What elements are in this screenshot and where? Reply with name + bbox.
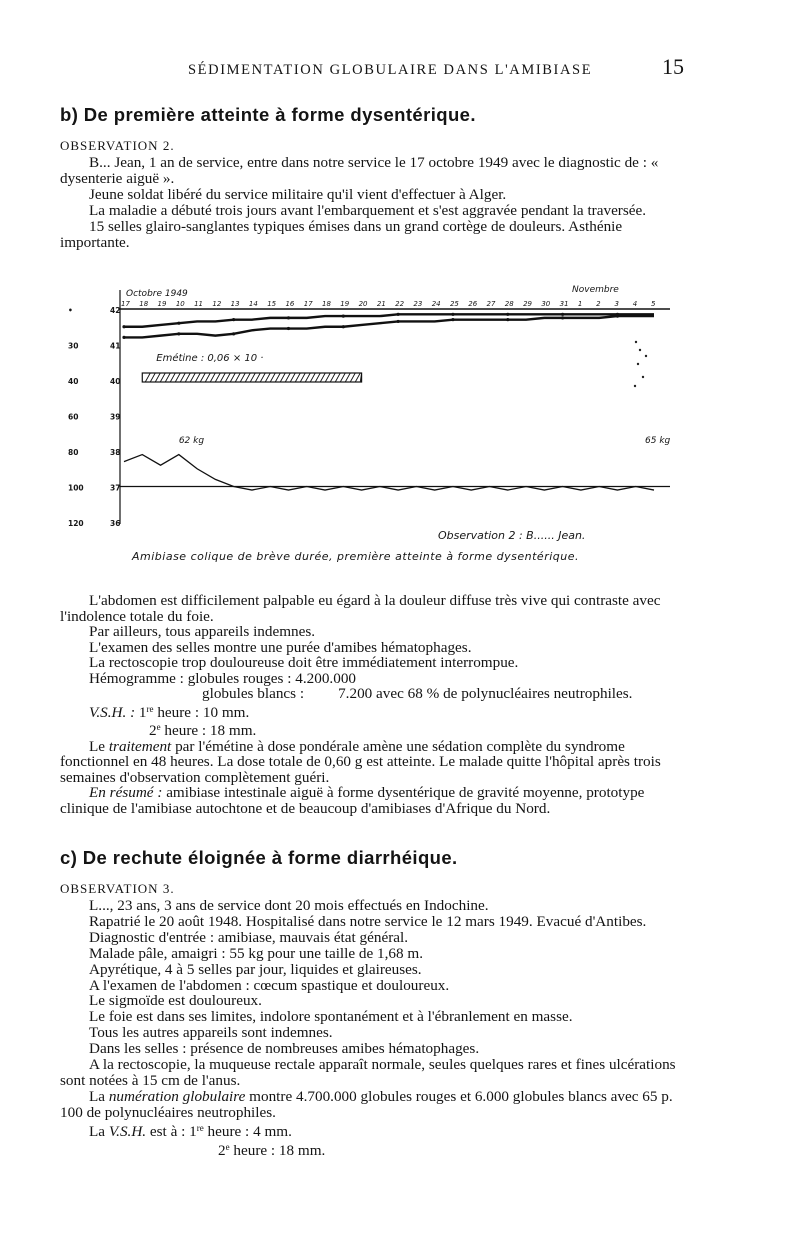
x-tick-label: 24 (431, 300, 441, 308)
treatment-hatch (200, 373, 205, 382)
vsh-ordinal: 1 (189, 1122, 197, 1140)
treatment-hatch (230, 373, 235, 382)
month-label: Novembre (572, 285, 619, 295)
x-tick-label: 30 (541, 300, 551, 308)
chart-caption: Amibiase colique de brève durée, première atteinte à forme dysentérique. (132, 550, 579, 563)
treatment-hatch (185, 373, 190, 382)
treatment-hatch (265, 373, 270, 382)
paragraph: Rapatrié le 20 août 1948. Hospitalisé dans notre service le 12 mars 1949. Evacué d'Antibes. (89, 912, 647, 930)
y-outer-tick-label: 30 (68, 341, 79, 351)
treatment-hatch (350, 373, 355, 382)
x-tick-label: 18 (322, 300, 331, 308)
treatment-hatch (180, 373, 185, 382)
paragraph: L'examen des selles montre une purée d'amibes hématophages. (89, 638, 472, 656)
paragraph: 15 selles glairo-sanglantes typiques émises dans un grand cortège de douleurs. Asthénie importante. (60, 217, 623, 251)
vsh-line-1 (60, 702, 686, 721)
treatment-hatch (295, 373, 300, 382)
y-outer-tick-label: 120 (68, 519, 84, 528)
y-tick-label: 40 (110, 377, 121, 386)
hemogram-white (60, 686, 686, 702)
series-point (342, 325, 345, 328)
vsh-ordinal-sup: e (156, 722, 161, 732)
summary-paragraph (60, 785, 686, 816)
treatment-hatch (325, 373, 330, 382)
vsh-ordinal: 2 (218, 1141, 226, 1159)
x-tick-label: 25 (449, 300, 459, 308)
vsh-ordinal-sup: re (196, 1122, 204, 1133)
treatment-hatch (150, 373, 155, 382)
series-point (397, 320, 400, 323)
x-tick-label: 31 (559, 300, 569, 308)
vsh-line-2 (60, 1140, 686, 1159)
paragraph: Tous les autres appareils sont indemnes. (89, 1024, 333, 1042)
vsh-value: heure : 18 mm. (160, 722, 257, 739)
paragraph: Jeune soldat libéré du service militaire qu'il vient d'effectuer à Alger. (89, 185, 507, 203)
hemogram-red: Hémogramme : globules rouges : 4.200.000 (89, 669, 357, 687)
treatment-hatch (310, 373, 315, 382)
series-point (232, 318, 235, 321)
temperature-chart (40, 282, 700, 582)
weight-label: 62 kg (178, 436, 205, 446)
text-run: par l'émétine à dose pondérale amène une sédation complète du syndrome fonctionnel en 48 heures. La dose totale de 0,60 g est atteinte. Le malade quitte l'hôpital après trois semaines d'observation complètement guéri. (60, 737, 661, 786)
treatment-hatch (320, 373, 325, 382)
treatment-hatch (175, 373, 180, 382)
chart-marks (122, 313, 654, 490)
x-tick-label: 3 (614, 300, 619, 308)
vsh-line-1 (60, 1121, 686, 1140)
paragraph: B... Jean, 1 an de service, entre dans notre service le 17 octobre 1949 avec le diagnostic de : « dysenterie aiguë ». (60, 154, 659, 187)
series-point (506, 318, 509, 321)
observation-3-body (60, 898, 686, 1159)
series-point (506, 313, 509, 316)
series-line (124, 455, 654, 491)
treatment-hatch (280, 373, 285, 382)
treatment-hatch (335, 373, 340, 382)
emphasis: En résumé : (89, 784, 163, 801)
paragraph: Dans les selles : présence de nombreuses amibes hématophages. (89, 1040, 480, 1058)
paragraph: La rectoscopie trop douloureuse doit être immédiatement interrompue. (89, 654, 519, 671)
series-point (122, 336, 125, 339)
x-tick-label: 12 (212, 300, 222, 308)
series-point (177, 332, 180, 335)
treatment-hatch (315, 373, 320, 382)
section-b-heading: b) De première atteinte à forme dysentérique. (60, 104, 476, 125)
treatment-hatch (235, 373, 240, 382)
ink-mark (635, 341, 637, 343)
y-outer-tick-label: 100 (68, 483, 84, 493)
ink-mark (639, 349, 641, 351)
treatment-hatch (285, 373, 290, 382)
y-outer-tick-label: 60 (68, 412, 79, 422)
x-tick-label: 23 (413, 300, 423, 308)
series-point (561, 316, 564, 319)
emphasis: traitement (108, 737, 172, 755)
x-tick-label: 17 (303, 300, 313, 308)
treatment-hatch (305, 373, 310, 382)
series-point (287, 316, 290, 319)
treatment-hatch (155, 373, 160, 382)
series-line (124, 314, 654, 326)
x-tick-label: 10 (175, 300, 185, 308)
paragraph: Diagnostic d'entrée : amibiase, mauvais état général. (89, 928, 409, 946)
series-point (561, 313, 564, 316)
treatment-hatch (215, 373, 220, 382)
x-tick-label: 1 (577, 300, 583, 308)
ink-mark (645, 355, 647, 357)
text-run: La (89, 1122, 109, 1140)
text-run: Le (89, 737, 109, 755)
series-point (451, 318, 454, 321)
x-tick-label: 15 (267, 300, 277, 308)
y-tick-label: 42 (110, 306, 121, 315)
x-tick-label: 2 (596, 300, 601, 308)
paragraph: A la rectoscopie, la muqueuse rectale apparaît normale, seules quelques rares et fines ulcérations sont notées à 15 cm de l'anus. (60, 1056, 676, 1089)
x-tick-label: 18 (139, 300, 149, 308)
emphasis: numération globulaire (108, 1087, 246, 1105)
treatment-hatch (190, 373, 195, 382)
y-tick-label: 37 (110, 483, 121, 493)
x-tick-label: 28 (504, 300, 514, 308)
vsh-ordinal-sup: re (146, 703, 154, 714)
x-tick-label: 11 (194, 300, 204, 308)
y-tick-label: 36 (110, 519, 121, 528)
ink-mark (642, 376, 644, 378)
text-run: La (89, 1087, 109, 1105)
x-tick-label: 29 (523, 300, 532, 308)
x-tick-label: 19 (157, 300, 167, 308)
x-tick-label: 4 (632, 300, 638, 308)
series-point (616, 315, 619, 318)
paragraph: Le foie est dans ses limites, indolore spontanément et à l'ébranlement en masse. (89, 1008, 573, 1026)
ink-mark (634, 385, 636, 387)
series-point (232, 332, 235, 335)
observation-2-label: OBSERVATION 2. (60, 138, 175, 153)
treatment-hatch (270, 373, 275, 382)
text-run: montre 4.700.000 globules rouges et 6.000 globules blancs avec 65 p. 100 de polynucléaires neutrophiles. (60, 1087, 673, 1121)
page-number: 15 (662, 54, 684, 79)
x-tick-label: 13 (230, 300, 240, 308)
treatment-hatch (240, 373, 245, 382)
y-tick-label: 41 (110, 341, 121, 351)
paragraph: A l'examen de l'abdomen : cœcum spastique et douloureux. (89, 976, 450, 994)
text-run: est à : (146, 1122, 190, 1140)
series-point (342, 315, 345, 318)
vsh-value: heure : 4 mm. (203, 1122, 292, 1140)
vsh-ordinal-sup: e (225, 1141, 230, 1152)
treatment-paragraph (60, 739, 686, 786)
paragraph: L'abdomen est difficilement palpable eu égard à la douleur diffuse très vive qui contraste avec l'indolence totale du foie. (60, 592, 661, 625)
y-outer-tick-label: • (68, 306, 73, 315)
treatment-hatch (205, 373, 210, 382)
series-point (287, 327, 290, 330)
chart-svg (40, 282, 700, 582)
x-tick-label: 27 (486, 300, 496, 308)
x-tick-label: 19 (340, 300, 350, 308)
y-outer-tick-label: 80 (68, 448, 79, 457)
ink-mark (637, 363, 639, 365)
y-tick-label: 38 (110, 448, 121, 457)
x-tick-label: 17 (121, 300, 130, 308)
treatment-bar (142, 373, 361, 382)
y-outer-tick-label: 40 (68, 377, 79, 386)
paragraph: La maladie a débuté trois jours avant l'embarquement et s'est aggravée pendant la traversée. (89, 201, 647, 219)
vsh-line-2 (60, 720, 686, 739)
x-tick-label: 20 (358, 300, 368, 308)
vsh-ordinal: 1 (138, 703, 147, 721)
x-tick-label: 5 (651, 300, 656, 308)
paragraph: Par ailleurs, tous appareils indemnes. (89, 623, 316, 640)
text-run: amibiase intestinale aiguë à forme dysentérique de gravité moyenne, prototype clinique de l'amibiase autochtone et de beaucoup d'amibiases d'Afrique du Nord. (60, 784, 645, 817)
chart-caption-id: Observation 2 : B...... Jean. (438, 529, 586, 542)
series-point (397, 313, 400, 316)
treatment-hatch (290, 373, 295, 382)
treatment-hatch (260, 373, 265, 382)
x-tick-label: 22 (395, 300, 405, 308)
x-tick-label: 14 (248, 300, 258, 308)
series-line (124, 316, 654, 337)
vsh-label: V.S.H. (108, 1122, 147, 1140)
treatment-hatch (345, 373, 350, 382)
numeration-paragraph (60, 1089, 686, 1121)
treatment-hatch (340, 373, 345, 382)
treatment-hatch (355, 373, 360, 382)
month-label: Octobre 1949 (126, 289, 188, 299)
treatment-hatch (255, 373, 260, 382)
treatment-hatch (225, 373, 230, 382)
hemogram-white-value: 7.200 avec 68 % de polynucléaires neutrophiles. (338, 685, 633, 702)
paragraph: Malade pâle, amaigri : 55 kg pour une taille de 1,68 m. (89, 944, 424, 962)
series-point (122, 325, 125, 328)
treatment-label: Emétine : 0,06 × 10 · (156, 353, 264, 364)
treatment-hatch (275, 373, 280, 382)
paragraph: Le sigmoïde est douloureux. (89, 992, 262, 1010)
running-title: SÉDIMENTATION GLOBULAIRE DANS L'AMIBIASE (188, 62, 593, 78)
paragraph: L..., 23 ans, 3 ans de service dont 20 mois effectués en Indochine. (89, 897, 489, 914)
chart-text (68, 285, 671, 563)
treatment-hatch (220, 373, 225, 382)
series-point (451, 313, 454, 316)
treatment-hatch (330, 373, 335, 382)
x-tick-label: 26 (468, 300, 478, 308)
treatment-hatch (145, 373, 150, 382)
vsh-value: heure : 18 mm. (229, 1141, 326, 1159)
weight-label: 65 kg (645, 436, 671, 446)
treatment-hatch (160, 373, 165, 382)
treatment-hatch (165, 373, 170, 382)
observation-2-intro (60, 155, 686, 250)
series-point (177, 322, 180, 325)
treatment-hatch (195, 373, 200, 382)
treatment-hatch (300, 373, 305, 382)
hemogram-white-label: globules blancs : (202, 685, 305, 702)
paragraph: Apyrétique, 4 à 5 selles par jour, liquides et glaireuses. (89, 960, 422, 978)
treatment-hatch (210, 373, 215, 382)
treatment-hatch (245, 373, 250, 382)
observation-3-label: OBSERVATION 3. (60, 881, 175, 896)
x-tick-label: 16 (285, 300, 295, 308)
vsh-ordinal: 2 (149, 722, 157, 739)
section-c-heading: c) De rechute éloignée à forme diarrhéique. (60, 847, 458, 868)
vsh-label: V.S.H. : (89, 703, 136, 721)
treatment-hatch (250, 373, 255, 382)
y-tick-label: 39 (110, 412, 121, 422)
vsh-value: heure : 10 mm. (153, 703, 250, 721)
treatment-hatch (170, 373, 175, 382)
observation-2-details (60, 593, 686, 816)
x-tick-label: 21 (376, 300, 386, 308)
